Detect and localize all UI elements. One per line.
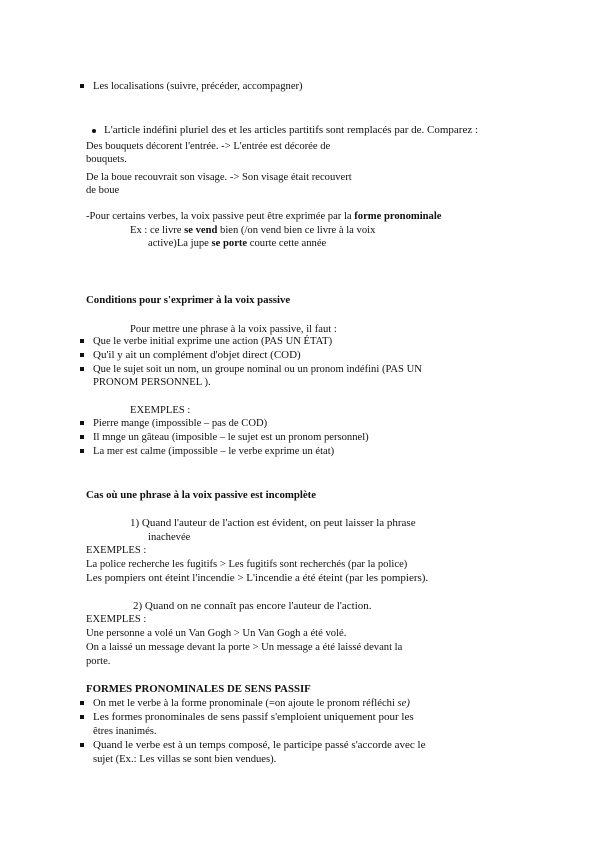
formes-heading: FORMES PRONOMINALES DE SENS PASSIF — [86, 683, 311, 695]
pronominale-ex-bold-1: se vend — [184, 225, 218, 236]
conditions-example: La mer est calme (impossible – le verbe exprime un état) — [93, 446, 335, 457]
article-intro: L'article indéfini pluriel des et les articles partitifs sont remplacés par de. Comparez : — [104, 124, 479, 136]
pronominale-example-line-2 — [148, 237, 326, 250]
article-example-2-line-1: De la boue recouvrait son visage. -> Son visage était recouvert — [86, 172, 352, 183]
bullet-icon — [80, 421, 84, 425]
conditions-item-continued: PRONOM PERSONNEL ). — [93, 377, 211, 388]
bullet-icon — [80, 435, 84, 439]
bullet-icon — [80, 353, 84, 357]
formes-item-1-italic: se) — [397, 698, 410, 709]
formes-item-3-line-2: sujet (Ex.: Les villas se sont bien vendues). — [93, 754, 277, 765]
formes-item-2-line-2: êtres inanimés. — [93, 726, 157, 737]
conditions-examples-label: EXEMPLES : — [130, 405, 191, 416]
pronominale-example-line-1 — [130, 224, 375, 237]
bullet-icon — [80, 84, 84, 88]
conditions-heading: Conditions pour s'exprimer à la voix passive — [86, 294, 291, 306]
incomplete-example-4-line-2: porte. — [86, 656, 111, 667]
incomplete-examples-label-2: EXEMPLES : — [86, 614, 147, 625]
conditions-example: Pierre mange (impossible – pas de COD) — [93, 418, 268, 429]
pronominale-prefix: -Pour certains verbes, la voix passive peut être exprimée par la — [86, 211, 355, 222]
article-example-1-line-2: bouquets. — [86, 154, 127, 165]
incomplete-example-4-line-1: On a laissé un message devant la porte > Un message a été laissé devant la — [86, 642, 403, 653]
incomplete-case-1-line-1: 1) Quand l'auteur de l'action est évident, on peut laisser la phrase — [130, 517, 416, 529]
bullet-icon — [80, 743, 84, 747]
bullet-icon — [80, 367, 84, 371]
bullet-icon — [80, 449, 84, 453]
conditions-example: Il mnge un gâteau (imposible – le sujet est un pronom personnel) — [93, 432, 369, 443]
conditions-intro: Pour mettre une phrase à la voix passive, il faut : — [130, 324, 337, 335]
incomplete-case-2: 2) Quand on ne connaît pas encore l'auteur de l'action. — [133, 600, 372, 612]
incomplete-example-1: La police recherche les fugitifs > Les fugitifs sont recherchés (par la police) — [86, 559, 408, 570]
pronominale-ex2-prefix: active)La jupe — [148, 238, 212, 249]
localisations-item: Les localisations (suivre, précéder, accompagner) — [93, 81, 303, 92]
pronominale-paragraph — [86, 210, 441, 223]
article-example-1-line-1: Des bouquets décorent l'entrée. -> L'entrée est décorée de — [86, 141, 331, 152]
conditions-item: Que le verbe initial exprime une action (PAS UN ÉTAT) — [93, 336, 333, 347]
incomplete-examples-label-1: EXEMPLES : — [86, 545, 147, 556]
formes-item-1-text: On met le verbe à la forme pronominale (=on ajoute le pronom réfléchi — [93, 698, 398, 709]
formes-item-3-line-1: Quand le verbe est à un temps composé, le participe passé s'accorde avec le — [93, 739, 426, 751]
pronominale-ex-bold-2: se porte — [211, 238, 248, 249]
pronominale-ex-mid: bien (/on vend bien ce livre à la voix — [217, 225, 376, 236]
incomplete-example-3: Une personne a volé un Van Gogh > Un Van Gogh a été volé. — [86, 628, 347, 639]
bullet-icon — [80, 715, 84, 719]
pronominale-ex2-suffix: courte cette année — [247, 238, 327, 249]
article-example-2-line-2: de boue — [86, 185, 120, 196]
incomplete-heading: Cas où une phrase à la voix passive est incomplète — [86, 489, 317, 501]
conditions-item: Qu'il y ait un complément d'objet direct (COD) — [93, 349, 301, 361]
bullet-dot-icon — [92, 129, 96, 133]
incomplete-case-1-line-2: inachevée — [148, 532, 191, 543]
bullet-icon — [80, 701, 84, 705]
formes-item-1 — [93, 697, 410, 710]
formes-item-2-line-1: Les formes pronominales de sens passif s'emploient uniquement pour les — [93, 711, 414, 723]
conditions-item: Que le sujet soit un nom, un groupe nominal ou un pronom indéfini (PAS UN — [93, 364, 422, 375]
incomplete-example-2: Les pompiers ont éteint l'incendie > L'incendie a été éteint (par les pompiers). — [86, 572, 429, 584]
bullet-icon — [80, 339, 84, 343]
pronominale-bold: forme pronominale — [354, 211, 442, 222]
pronominale-ex-prefix: Ex : ce livre — [130, 225, 185, 236]
